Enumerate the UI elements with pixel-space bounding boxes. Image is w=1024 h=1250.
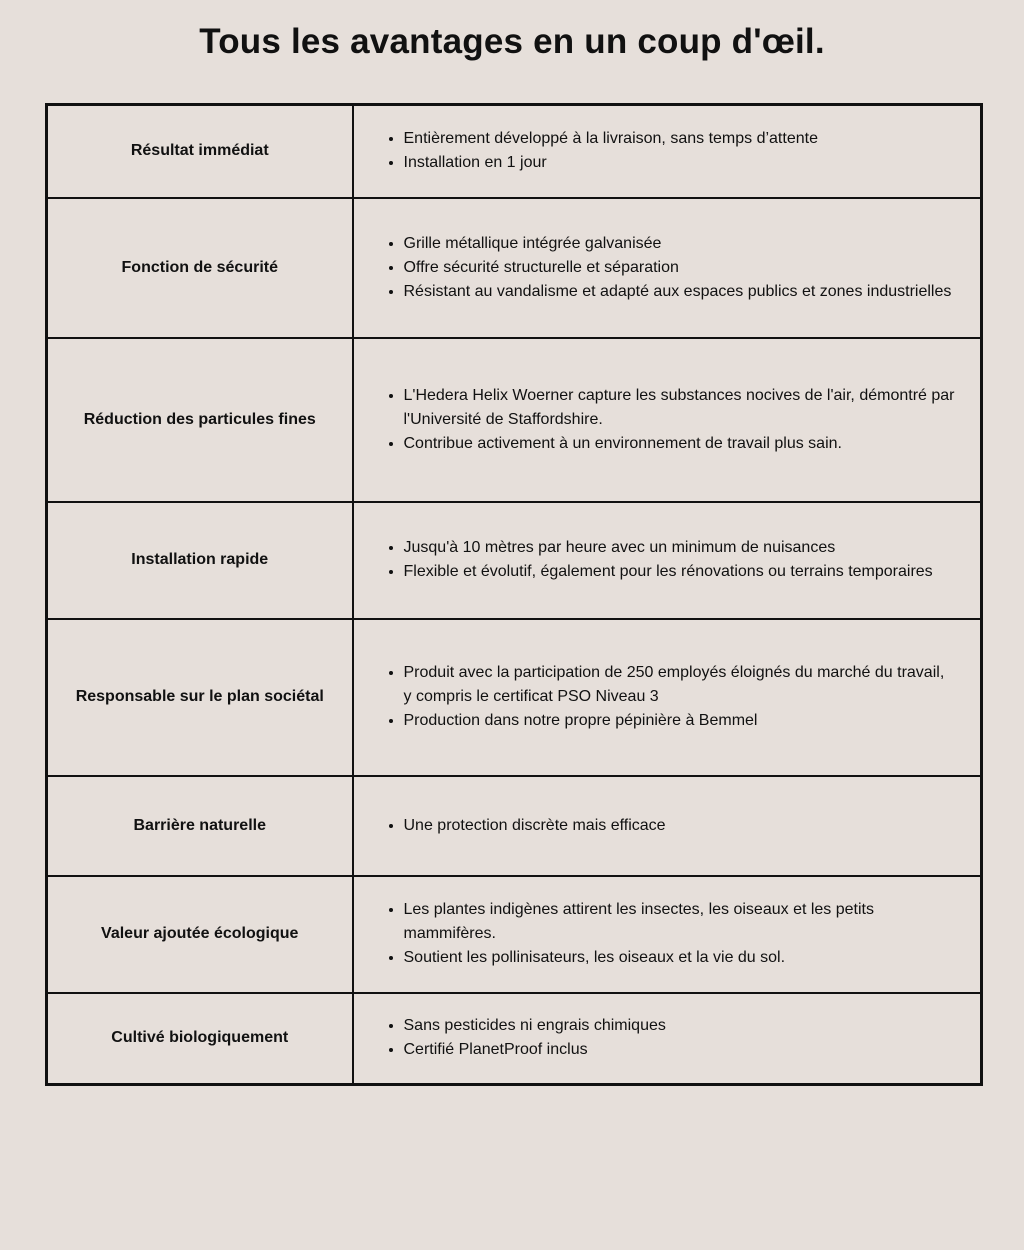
benefit-point: • Une protection discrète mais efficace [404,814,957,838]
benefit-label: Valeur ajoutée écologique [47,876,353,993]
benefit-points [354,661,981,733]
benefit-label: Fonction de sécurité [47,198,353,338]
benefit-point: • Certifié PlanetProof inclus [404,1038,957,1062]
benefit-point: • Soutient les pollinisateurs, les oiseaux et la vie du sol. [404,946,957,970]
benefit-point: • Sans pesticides ni engrais chimiques [404,1014,957,1038]
benefit-point: • Flexible et évolutif, également pour les rénovations ou terrains temporaires [404,560,957,584]
benefit-point: • L'Hedera Helix Woerner capture les substances nocives de l'air, démontré par l'Université de Staffordshire. [404,384,957,432]
table-row [47,876,982,993]
benefit-point: • Grille métallique intégrée galvanisée [404,232,957,256]
benefit-point: • Offre sécurité structurelle et séparation [404,256,957,280]
benefit-label: Responsable sur le plan sociétal [47,619,353,776]
benefits-table [45,103,983,1086]
benefit-point: • Les plantes indigènes attirent les insectes, les oiseaux et les petits mammifères. [404,898,957,946]
table-row [47,338,982,502]
benefit-label: Barrière naturelle [47,776,353,876]
benefit-point: • Production dans notre propre pépinière à Bemmel [404,709,957,733]
benefit-label: Résultat immédiat [47,105,353,198]
benefit-point: • Installation en 1 jour [404,151,957,175]
benefit-point: • Contribue activement à un environnement de travail plus sain. [404,432,957,456]
benefit-points [354,127,981,175]
table-row [47,502,982,619]
benefit-points [354,1014,981,1062]
benefit-description [353,776,982,876]
benefit-description [353,338,982,502]
benefit-label: Installation rapide [47,502,353,619]
table-row [47,198,982,338]
benefit-point: • Entièrement développé à la livraison, sans temps d’attente [404,127,957,151]
benefit-points [354,232,981,304]
benefit-point: • Résistant au vandalisme et adapté aux espaces publics et zones industrielles [404,280,957,304]
benefit-description [353,198,982,338]
benefit-description [353,619,982,776]
benefit-description [353,105,982,198]
benefit-points [354,384,981,456]
benefit-description [353,993,982,1085]
table-row [47,105,982,198]
benefit-description [353,502,982,619]
page-title: Tous les avantages en un coup d'œil. [199,22,825,61]
benefit-description [353,876,982,993]
table-row [47,776,982,876]
benefit-points [354,814,981,838]
table-row [47,619,982,776]
benefit-label: Réduction des particules fines [47,338,353,502]
benefit-points [354,536,981,584]
table-row [47,993,982,1085]
benefit-point: • Produit avec la participation de 250 employés éloignés du marché du travail, y compris le certificat PSO Niveau 3 [404,661,957,709]
benefit-point: • Jusqu'à 10 mètres par heure avec un minimum de nuisances [404,536,957,560]
benefit-label: Cultivé biologiquement [47,993,353,1085]
benefit-points [354,898,981,970]
